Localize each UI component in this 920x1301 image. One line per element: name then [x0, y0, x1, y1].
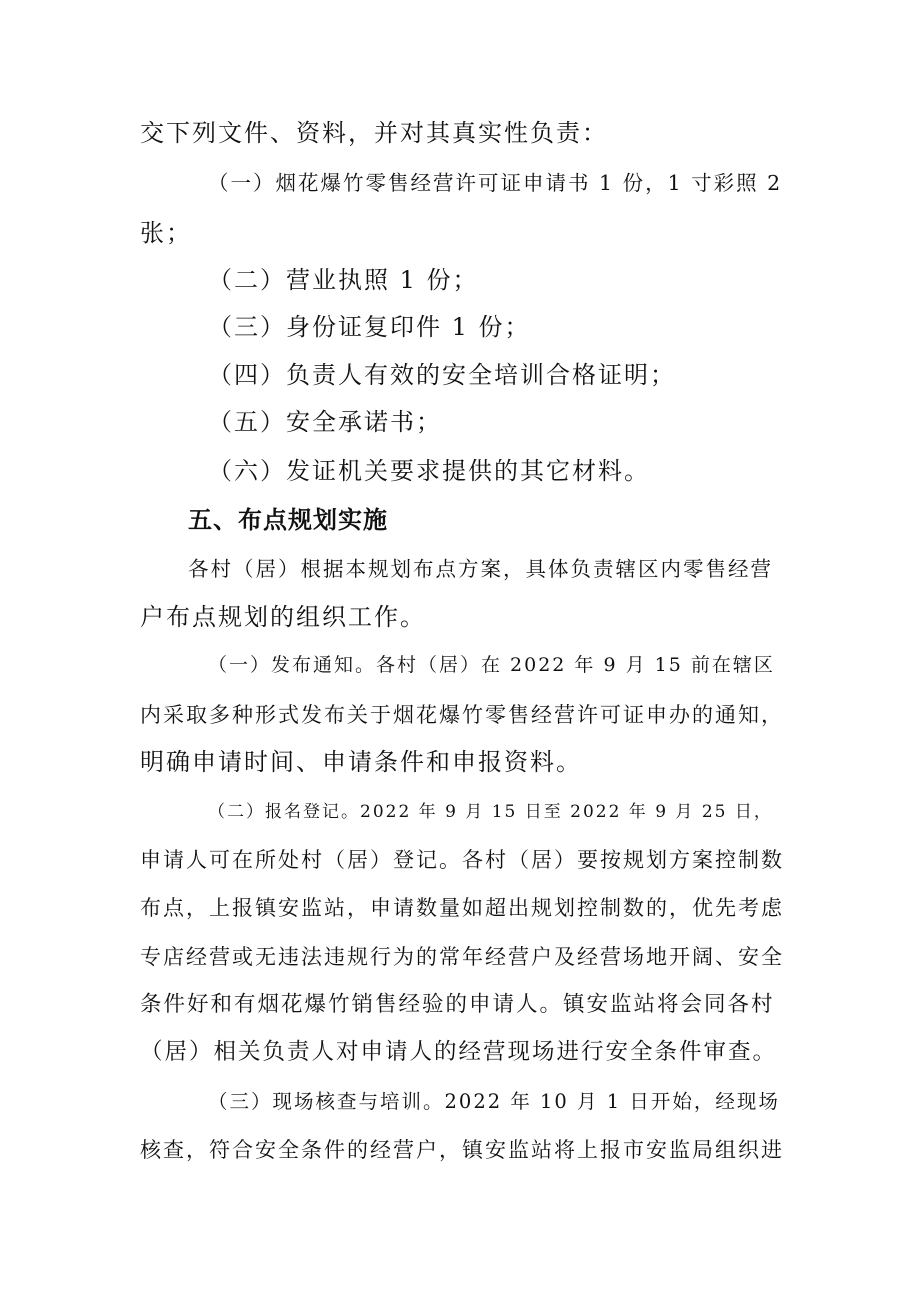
text-line: 户布点规划的组织工作。	[140, 603, 426, 631]
text-line: （四）负责人有效的安全培训合格证明；	[208, 361, 676, 389]
text-line: 交下列文件、资料，并对其真实性负责：	[140, 119, 608, 147]
text-line: （二）营业执照 1 份；	[208, 266, 479, 294]
text-line: （一）发布通知。各村（居）在 2022 年 9 月 15 前在辖区	[208, 654, 775, 676]
text-line: 专店经营或无违法违规行为的常年经营户及经营场地开阔、安全	[140, 945, 784, 969]
text-line: 内采取多种形式发布关于烟花爆竹零售经营许可证申办的通知，	[140, 703, 784, 727]
text-line: 布点，上报镇安监站，申请数量如超出规划控制数的，优先考虑	[140, 896, 784, 920]
text-line: 申请人可在所处村（居）登记。各村（居）要按规划方案控制数	[140, 848, 784, 872]
text-line: 核查，符合安全条件的经营户，镇安监站将上报市安监局组织进	[140, 1138, 784, 1162]
section-heading: 五、布点规划实施	[188, 506, 388, 534]
text-line: （三）身份证复印件 1 份；	[208, 313, 531, 341]
text-line: （居）相关负责人对申请人的经营现场进行安全条件审查。	[140, 1039, 778, 1065]
text-line: （五）安全承诺书；	[208, 408, 442, 436]
text-line: （二）报名登记。2022 年 9 月 15 日至 2022 年 9 月 25 日，	[208, 802, 773, 822]
text-line: （三）现场核查与培训。2022 年 10 月 1 日开始，经现场	[208, 1090, 780, 1113]
text-line: 各村（居）根据本规划布点方案，具体负责辖区内零售经营	[188, 557, 773, 581]
text-line: 张；	[140, 219, 192, 247]
text-line: （六）发证机关要求提供的其它材料。	[208, 457, 650, 485]
text-line: 明确申请时间、申请条件和申报资料。	[140, 748, 582, 776]
text-line: 条件好和有烟花爆竹销售经验的申请人。镇安监站将会同各村	[140, 992, 775, 1017]
text-line: （一）烟花爆竹零售经营许可证申请书 1 份，1 寸彩照 2	[208, 171, 783, 195]
